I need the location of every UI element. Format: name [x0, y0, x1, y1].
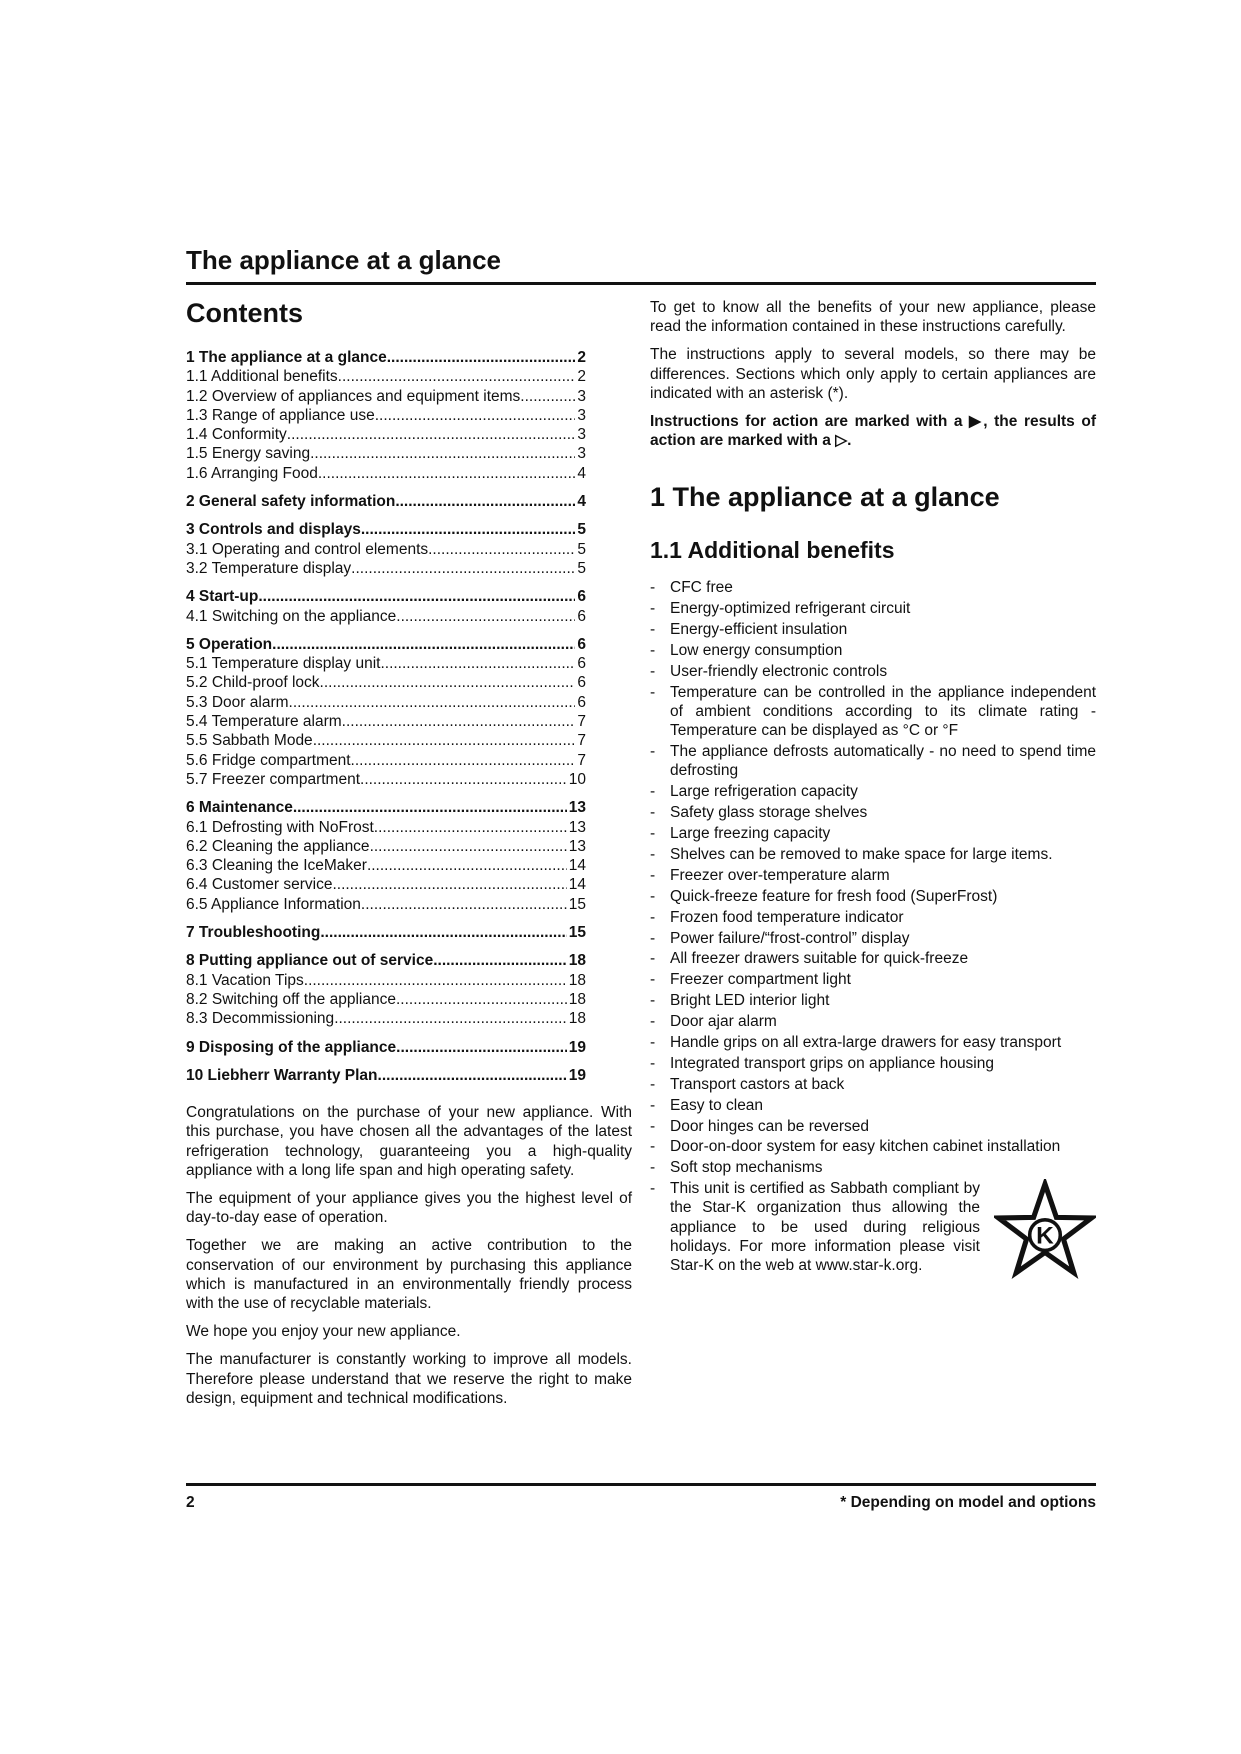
- toc-entry-page: 2: [577, 349, 586, 366]
- toc-leader-dots: [361, 895, 567, 914]
- toc-entry-label: 3.2 Temperature display: [186, 559, 352, 577]
- benefit-item: - The appliance defrosts automatically - no need to spend time defrosting: [650, 742, 1096, 780]
- toc-entry-label: 5.6 Fridge compartment: [186, 751, 351, 769]
- toc-leader-dots: [304, 971, 567, 990]
- toc-leader-dots: [351, 751, 576, 770]
- benefit-item: - Energy-efficient insulation: [650, 620, 1096, 639]
- toc-leader-dots: [433, 951, 567, 970]
- benefit-item: - Handle grips on all extra-large drawers for easy transport: [650, 1033, 1096, 1052]
- intro-paragraph: Congratulations on the purchase of your new appliance. With this purchase, you have chosen all the advantages of the latest refrigeration technology, guaranteeing you a high-quality appliance with a long life span and high operating safety.: [186, 1104, 632, 1179]
- benefit-item: - Door hinges can be reversed: [650, 1117, 1096, 1136]
- sabbath-text: This unit is certified as Sabbath compliant by the Star-K organization thus allowing the appliance to be used during religious holidays. For more information please visit Star-K on the web at www.star-k.org.: [670, 1180, 980, 1274]
- toc-leader-dots: [287, 425, 576, 444]
- toc-main-entry[interactable]: [186, 1038, 586, 1057]
- toc-entry-page: 13: [568, 818, 586, 836]
- benefit-item: - Door ajar alarm: [650, 1012, 1096, 1031]
- toc-group: [186, 923, 632, 942]
- toc-leader-dots: [318, 464, 576, 483]
- toc-leader-dots: [361, 520, 576, 539]
- benefit-item: - Power failure/“frost-control” display: [650, 929, 1096, 948]
- instruction-note: Instructions for action are marked with a ▶, the results of action are marked with a ▷.: [650, 413, 1096, 450]
- left-column: [186, 296, 632, 1417]
- toc-entry-label: 4.1 Switching on the appliance: [186, 607, 397, 625]
- toc-entry-page: 7: [577, 751, 586, 769]
- toc-entry-page: 3: [577, 406, 586, 424]
- benefit-item: - Large freezing capacity: [650, 824, 1096, 843]
- toc-main-entry[interactable]: [186, 587, 586, 606]
- toc-entry-label: 5.2 Child-proof lock: [186, 674, 320, 692]
- toc-leader-dots: [310, 444, 575, 463]
- benefit-item: - CFC free: [650, 578, 1096, 597]
- toc-entry-label: 6.2 Cleaning the appliance: [186, 837, 370, 855]
- benefit-item: - Low energy consumption: [650, 641, 1096, 660]
- table-of-contents: [186, 348, 632, 1085]
- toc-entry-page: 5: [577, 521, 586, 539]
- toc-entry-label: 7 Troubleshooting: [186, 924, 321, 942]
- benefit-item: - Temperature can be controlled in the appliance independent of ambient conditions according to its climate rating - Temperature can be displayed as °C or °F: [650, 683, 1096, 741]
- toc-entry-label: 8.2 Switching off the appliance: [186, 990, 396, 1008]
- right-column: [650, 298, 1096, 1281]
- toc-entry-label: 1 The appliance at a glance: [186, 349, 387, 366]
- toc-leader-dots: [520, 387, 575, 406]
- toc-entry-label: 6.5 Appliance Information: [186, 895, 361, 913]
- toc-leader-dots: [396, 990, 567, 1009]
- toc-group: [186, 635, 632, 789]
- toc-entry-label: 6 Maintenance: [186, 799, 293, 817]
- toc-entry-label: 6.4 Customer service: [186, 876, 333, 894]
- toc-entry-page: 18: [568, 952, 586, 970]
- toc-entry-page: 2: [577, 368, 586, 386]
- toc-entry-label: 3.1 Operating and control elements: [186, 540, 429, 558]
- toc-entry-page: 13: [568, 799, 586, 817]
- toc-leader-dots: [378, 1066, 567, 1085]
- toc-sub-entry[interactable]: [186, 673, 586, 692]
- toc-entry-page: 19: [568, 1066, 586, 1084]
- toc-entry-page: 10: [568, 770, 586, 788]
- toc-leader-dots: [360, 770, 567, 789]
- toc-entry-page: 15: [568, 895, 586, 913]
- toc-leader-dots: [367, 856, 567, 875]
- toc-leader-dots: [320, 673, 576, 692]
- toc-group: [186, 348, 632, 483]
- toc-entry-label: 10 Liebherr Warranty Plan: [186, 1066, 378, 1084]
- intro-paragraph: The manufacturer is constantly working to improve all models. Therefore please understand that we reserve the right to make design, equipment and technical modifications.: [186, 1351, 632, 1407]
- contents-title: Contents: [186, 298, 303, 328]
- toc-entry-page: 18: [568, 1010, 586, 1028]
- footer-note: * Depending on model and options: [840, 1494, 1096, 1511]
- toc-entry-label: 5.7 Freezer compartment: [186, 770, 361, 788]
- toc-sub-entry[interactable]: [186, 712, 586, 731]
- toc-group: [186, 1066, 632, 1085]
- page-number: 2: [186, 1494, 195, 1511]
- toc-leader-dots: [351, 559, 575, 578]
- toc-leader-dots: [370, 837, 567, 856]
- toc-main-entry[interactable]: [186, 1066, 586, 1085]
- toc-main-entry[interactable]: [186, 635, 586, 654]
- benefit-item: - Door-on-door system for easy kitchen cabinet installation: [650, 1137, 1096, 1156]
- toc-entry-label: 1.2 Overview of appliances and equipment items: [186, 387, 521, 405]
- toc-entry-page: 14: [568, 876, 586, 894]
- toc-sub-entry[interactable]: [186, 731, 586, 750]
- toc-sub-entry[interactable]: [186, 971, 586, 990]
- toc-entry-label: 5.3 Door alarm: [186, 693, 289, 711]
- benefit-item: - Transport castors at back: [650, 1075, 1096, 1094]
- section-1-1-heading: 1.1 Additional benefits: [650, 537, 895, 564]
- toc-entry-label: 2 General safety information: [186, 493, 396, 511]
- toc-entry-page: 7: [577, 732, 586, 750]
- toc-entry-label: 1.3 Range of appliance use: [186, 406, 375, 424]
- toc-sub-entry[interactable]: [186, 895, 586, 914]
- toc-sub-entry[interactable]: [186, 559, 586, 578]
- toc-leader-dots: [374, 818, 567, 837]
- benefit-item: - Bright LED interior light: [650, 991, 1096, 1010]
- toc-leader-dots: [334, 1009, 567, 1028]
- toc-sub-entry[interactable]: [186, 1009, 586, 1028]
- toc-entry-label: 1.5 Energy saving: [186, 445, 311, 463]
- toc-entry-page: 18: [568, 971, 586, 989]
- toc-sub-entry[interactable]: [186, 387, 586, 406]
- toc-entry-page: 3: [577, 445, 586, 463]
- toc-leader-dots: [289, 693, 576, 712]
- toc-entry-label: 1.4 Conformity: [186, 426, 287, 444]
- benefit-item: - Easy to clean: [650, 1096, 1096, 1115]
- toc-entry-page: 6: [577, 674, 586, 692]
- intro-paragraph: Together we are making an active contribution to the conservation of our environment by purchasing this appliance which is manufactured in an environmentally friendly process with the use of recyclable materials.: [186, 1237, 632, 1312]
- toc-entry-label: 6.3 Cleaning the IceMaker: [186, 857, 367, 875]
- toc-main-entry[interactable]: [186, 520, 586, 539]
- toc-leader-dots: [320, 923, 566, 942]
- toc-main-entry[interactable]: [186, 348, 586, 367]
- toc-entry-label: 8.1 Vacation Tips: [186, 971, 304, 989]
- toc-sub-entry[interactable]: [186, 367, 586, 386]
- toc-entry-label: 9 Disposing of the appliance: [186, 1038, 397, 1056]
- toc-entry-page: 5: [577, 559, 586, 577]
- page-header: [186, 244, 1096, 285]
- toc-leader-dots: [428, 540, 575, 559]
- toc-entry-label: 3 Controls and displays: [186, 521, 361, 539]
- toc-group: [186, 492, 632, 511]
- toc-main-entry[interactable]: [186, 492, 586, 511]
- benefit-item: - Integrated transport grips on appliance housing: [650, 1054, 1096, 1073]
- toc-group: [186, 798, 632, 914]
- toc-sub-entry[interactable]: [186, 751, 586, 770]
- toc-entry-page: 4: [577, 464, 586, 482]
- toc-entry-label: 8.3 Decommissioning: [186, 1010, 335, 1028]
- toc-entry-label: 5.1 Temperature display unit: [186, 655, 381, 673]
- toc-entry-page: 6: [577, 655, 586, 673]
- toc-entry-page: 4: [577, 493, 586, 511]
- intro-paragraph: The equipment of your appliance gives you the highest level of day-to-day ease of operation.: [186, 1189, 632, 1227]
- intro-paragraph: We hope you enjoy your new appliance.: [186, 1323, 461, 1341]
- toc-sub-entry[interactable]: [186, 770, 586, 789]
- toc-entry-page: 14: [568, 857, 586, 875]
- toc-main-entry[interactable]: [186, 798, 586, 817]
- toc-leader-dots: [375, 406, 576, 425]
- toc-entry-page: 19: [568, 1038, 586, 1056]
- toc-entry-label: 1.1 Additional benefits: [186, 368, 338, 386]
- intro-paragraph-2: The instructions apply to several models, so there may be differences. Sections which only apply to certain appliances are indicated with an asterisk (*).: [650, 346, 1096, 402]
- toc-sub-entry[interactable]: [186, 654, 586, 673]
- toc-entry-label: 6.1 Defrosting with NoFrost: [186, 818, 374, 836]
- toc-entry-page: 6: [577, 635, 586, 653]
- logo-letter: K: [1036, 1222, 1054, 1250]
- toc-group: [186, 1038, 632, 1057]
- benefits-list: [650, 578, 1096, 1279]
- toc-leader-dots: [313, 731, 576, 750]
- toc-entry-label: 1.6 Arranging Food: [186, 464, 318, 482]
- toc-entry-page: 13: [568, 837, 586, 855]
- intro-text: [186, 1103, 632, 1408]
- toc-entry-page: 6: [577, 607, 586, 625]
- toc-entry-label: 5.4 Temperature alarm: [186, 713, 342, 731]
- toc-entry-label: 4 Start-up: [186, 588, 259, 606]
- toc-sub-entry[interactable]: [186, 818, 586, 837]
- page-title: The appliance at a glance: [186, 245, 501, 275]
- benefit-item: - Freezer over-temperature alarm: [650, 866, 1096, 885]
- benefit-item: - Freezer compartment light: [650, 970, 1096, 989]
- toc-leader-dots: [396, 1038, 567, 1057]
- star-k-logo-icon: [994, 1179, 1096, 1281]
- intro-paragraph-1: To get to know all the benefits of your new appliance, please read the information contained in these instructions carefully.: [650, 299, 1096, 336]
- toc-group: [186, 951, 632, 1028]
- toc-sub-entry[interactable]: [186, 693, 586, 712]
- toc-entry-page: 6: [577, 588, 586, 606]
- toc-entry-page: 18: [568, 990, 586, 1008]
- toc-sub-entry[interactable]: [186, 837, 586, 856]
- toc-leader-dots: [332, 875, 566, 894]
- toc-entry-page: 3: [577, 426, 586, 444]
- toc-leader-dots: [272, 635, 575, 654]
- benefit-item: - Frozen food temperature indicator: [650, 908, 1096, 927]
- toc-leader-dots: [395, 492, 575, 511]
- benefit-item: - Shelves can be removed to make space for large items.: [650, 845, 1096, 864]
- toc-sub-entry[interactable]: [186, 875, 586, 894]
- toc-entry-label: 8 Putting appliance out of service: [186, 952, 434, 970]
- toc-entry-page: 7: [577, 713, 586, 731]
- toc-sub-entry[interactable]: [186, 540, 586, 559]
- toc-entry-label: 5 Operation: [186, 635, 273, 653]
- toc-sub-entry[interactable]: [186, 425, 586, 444]
- toc-sub-entry[interactable]: [186, 990, 586, 1009]
- toc-main-entry[interactable]: [186, 951, 586, 970]
- toc-leader-dots: [342, 712, 576, 731]
- benefit-item: - Soft stop mechanisms: [650, 1158, 1096, 1177]
- toc-entry-page: 3: [577, 387, 586, 405]
- toc-entry-page: 15: [568, 924, 586, 942]
- toc-leader-dots: [258, 587, 575, 606]
- toc-sub-entry[interactable]: [186, 856, 586, 875]
- toc-leader-dots: [380, 654, 575, 673]
- benefit-item: - Energy-optimized refrigerant circuit: [650, 599, 1096, 618]
- benefit-item: - User-friendly electronic controls: [650, 662, 1096, 681]
- toc-entry-label: 5.5 Sabbath Mode: [186, 732, 313, 750]
- benefit-item: - All freezer drawers suitable for quick-freeze: [650, 949, 1096, 968]
- section-1-heading: 1 The appliance at a glance: [650, 482, 1000, 513]
- toc-leader-dots: [396, 607, 575, 626]
- benefit-item: - Quick-freeze feature for fresh food (SuperFrost): [650, 887, 1096, 906]
- toc-entry-page: 6: [577, 693, 586, 711]
- toc-group: [186, 587, 632, 626]
- toc-sub-entry[interactable]: [186, 406, 586, 425]
- benefit-item: - Safety glass storage shelves: [650, 803, 1096, 822]
- toc-entry-page: 5: [577, 540, 586, 558]
- toc-leader-dots: [338, 367, 576, 386]
- benefit-item-sabbath: [650, 1179, 1096, 1279]
- benefit-item: - Large refrigeration capacity: [650, 782, 1096, 801]
- page-footer: [186, 1483, 1096, 1512]
- toc-main-entry[interactable]: [186, 923, 586, 942]
- toc-sub-entry[interactable]: [186, 607, 586, 626]
- toc-leader-dots: [293, 798, 567, 817]
- toc-sub-entry[interactable]: [186, 464, 586, 483]
- toc-sub-entry[interactable]: [186, 444, 586, 463]
- toc-leader-dots: [387, 348, 576, 367]
- toc-group: [186, 520, 632, 578]
